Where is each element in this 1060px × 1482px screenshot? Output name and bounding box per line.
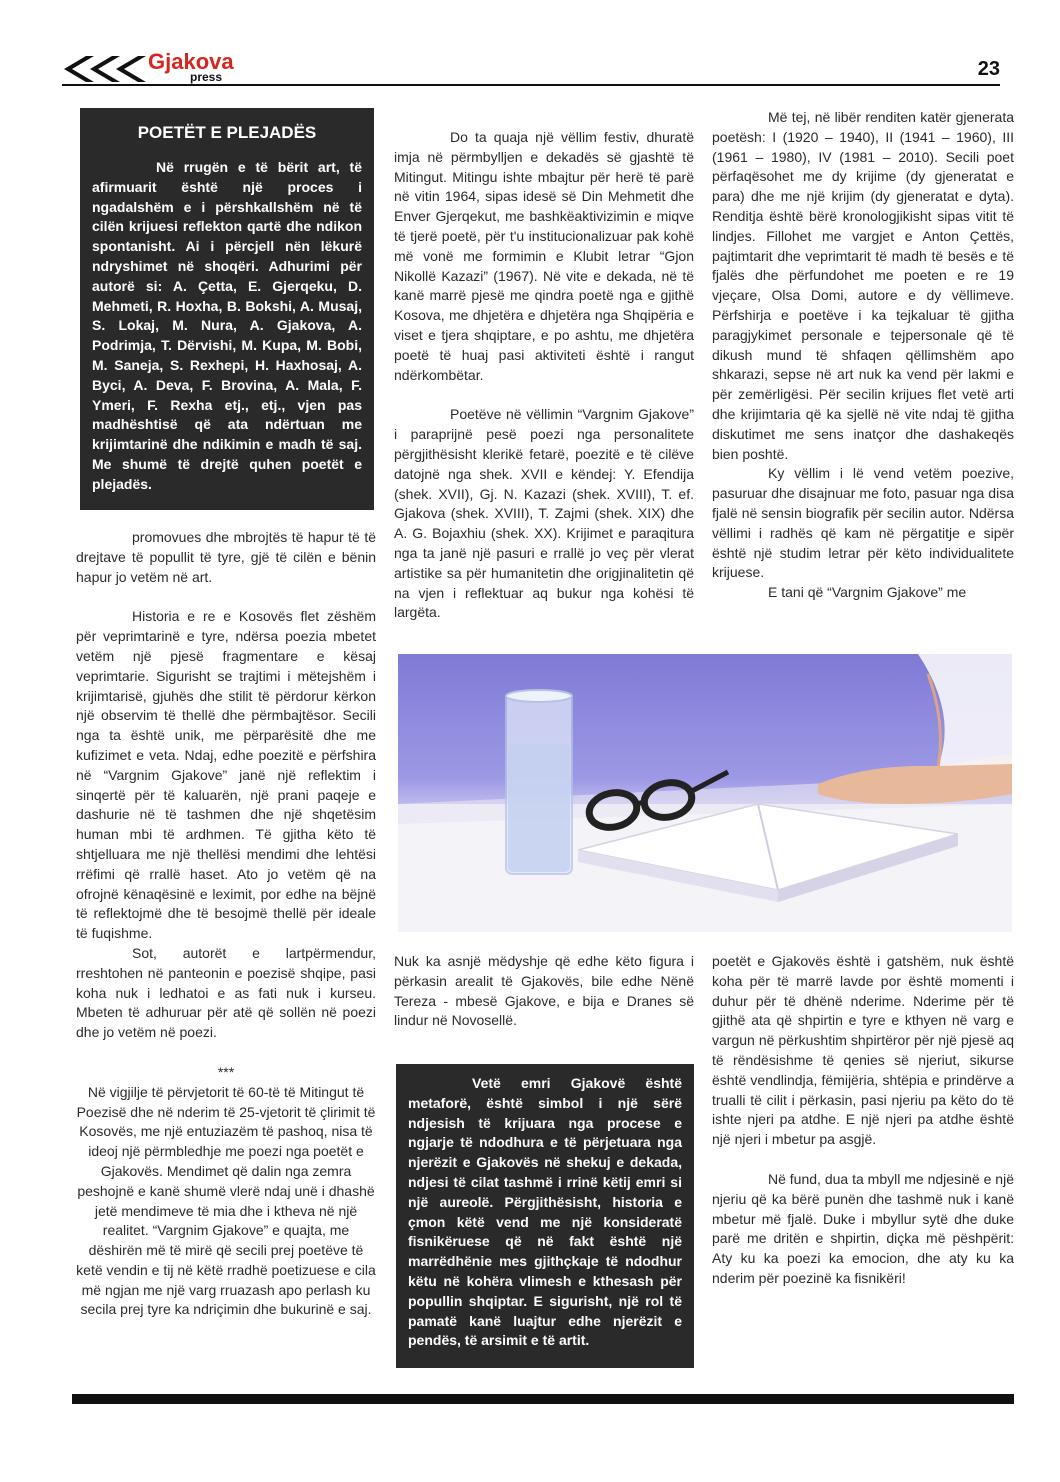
glass-book-glasses-image (398, 654, 1012, 932)
page-number: 23 (977, 58, 1000, 80)
col2-paragraph-2: Poetëve në vëllimin “Vargnim Gjakove” i paraprijnë pesë poezi nga personalitete përgjithësisht klerikë fetarë, poezitë e të cilëve datojnë nga shek. XVII e këndej: Y. Efendija (shek. XVII), Gj. N. Kazazi (shek. XVIII), T. ef. Gjakova (shek. XVIII), T. Zajmi (shek. XIX) dhe A. G. Bojaxhiu (shek. XX). Krijimet e paraqitura nga ta janë një pasuri e rrallë jo veç për vlerat artistike sa për humanitetin dhe origjinalitetin që na vjen i reflektuar aq bukur nga kohësi të largëta. (394, 406, 694, 621)
feature-box-poetet (80, 108, 374, 510)
col3-paragraph-1: Më tej, në libër renditen katër gjenerata poetësh: I (1920 – 1940), II (1941 – 1960), III (1961 – 1980), IV (1981 – 2010). Secili poet përfaqësohet me dy krijime (dy gjeneratat e para) dhe me një krijim (dy gjeneratat e dyta). Renditja është bërë kronologjikisht sipas vitit të lindjes. Fillohet me vargjet e Anton Çettës, pajtimtarit dhe veprimtarit të madh të besës e të fjalës dhe përfundohet me poeten e re 19 vjeçare, Olsa Domi, autore e dy vëllimeve. Përfshirja e poetëve i ka tejkaluar të gjitha paragjykimet personale e tejpersonale që të dikush mund të shfaqen qëllimshëm apo shkarazi, sepse në art nuk ka vend për lakmi e për zemërligësi. Për secilin krijues flet vetë arti dhe krijimtaria që ka sjellë në vite ndaj të gjitha diskutimet me sens inatçor dhe dashakeqës bien poshtë. (712, 109, 1014, 462)
column-2 (394, 128, 694, 623)
masthead (58, 50, 278, 86)
column-3-bottom (712, 952, 1014, 1289)
col1-paragraph-1: promovues dhe mbrojtës të hapur të të drejtave të popullit të tyre, gjë të cilën e bënin hapur jo vetëm në art. (76, 529, 376, 585)
column-3-top (712, 108, 1014, 603)
header-rule (62, 84, 1000, 86)
logo-sub: press (190, 70, 223, 84)
book-photo (398, 654, 1012, 932)
footer-rule (72, 1394, 1014, 1404)
col3-paragraph-2: Ky vëllim i lë vend vetëm poezive, pasuruar dhe disajnuar me foto, pasuar nga disa fjalë në sensin biografik për secilin autor. Ndërsa vëllimi i radhës që kam në përgatitje e sipër është një studim letrar për këto individualitete krijuese. (712, 465, 1014, 581)
box-text: Në rrugën e të bërit art, të afirmuarit është një proces i ngadalshëm e i përshkallshëm në të cilën krijuesi reflekton qartë dhe ndikon spontanisht. Ai i përcjell nën lëkurë ndryshimet në shoqëri. Adhurimi për autorë si: A. Çetta, E. Gjerqeku, D. Mehmeti, R. Hoxha, B. Bokshi, A. Musaj, S. Lokaj, M. Nura, A. Gjakova, A. Podrimja, T. Dërvishi, M. Kupa, M. Bobi, M. Saneja, S. Rexhepi, H. Haxhosaj, A. Byci, A. Deva, F. Brovina, A. Mala, F. Ymeri, F. Rexha etj., etj., vjen pas madhështisë që ata ndërtuan me krijimtarinë dhe ndikimin e madh të saj. Me shumë të drejtë quhen poetët e plejadës. (92, 159, 362, 492)
logo-main: Gjakova (148, 49, 234, 74)
feature-box-gjakova (396, 1064, 694, 1368)
column-1 (76, 528, 376, 1320)
col1-paragraph-2: Historia e re e Kosovës flet zëshëm për veprimtarinë e tyre, ndërsa poezia mbetet vetëm një pjesë fragmentare e kësaj veprimtarie. Sigurisht se trajtimi i mëtejshëm i krijimtarisë, gjuhës dhe stilit të përdorur kërkon një observim të thellë dhe përmbajtësor. Secili nga ta është unik, me përparësitë dhe me kufizimet e veta. Ndaj, edhe poezitë e përfshira në “Vargnim Gjakove” janë një reflektim i sinqertë për të kaluarën, një prani paqeje e dashurie në të tashmen dhe një shqetësim human mbi të ardhmen. Të gjitha këto të shtjelluara me një thellësi mendimi dhe lehtësi rrëfimi që rrallë haset. Ato jo vetëm që na ofrojnë kënaqësinë e leximit, por edhe na bëjnë të reflektojmë dhe të besojmë thellë për ideale të fuqishme. (76, 608, 376, 942)
box-title: POETËT E PLEJADËS (137, 123, 317, 142)
col1-paragraph-4: Në vigjilje të përvjetorit të 60-të të Mitingut të Poezisë dhe në nderim të 25-vjetorit të çlirimit të Kosovës, me një entuziazëm të pashoq, nisa të ideoj një përmbledhje me poezi nga poetët e Gjakovës. Mendimet që dalin nga zemra peshojnë e kanë shumë vlerë ndaj unë i dhashë jetë mendimeve të mia dhe i ktheva në një realitet. “Vargnim Gjakove” e quajta, me dëshirën më të mirë që secili prej poetëve të ketë vendin e tij në këtë rradhë poetizuese e cila më ngjan me një varg rruazash apo perlash ku secila prej tyre ka ndriçimin dhe bukurinë e saj. (76, 1083, 376, 1318)
col3-paragraph-5: Në fund, dua ta mbyll me ndjesinë e një njeriu që ka bërë punën dhe tashmë nuk i kanë mbetur më fjalë. Duke i mbyllur sytë dhe duke parë me dritën e shpirtin, diçka më pëshpërit: Aty ku ka poezi ka emocion, dhe aty ku ka nderim për poezinë ka fisnikëri! (712, 1170, 1014, 1286)
col2-paragraph-1: Do ta quaja një vëllim festiv, dhuratë imja në përmbylljen e dekadës së gjashtë të Mitingut. Mitingu ishte mbajtur për herë të parë në vitin 1964, sipas idesë së Din Mehmetit dhe Enver Gjerqekut, me bashkëaktivizimin e miqve të tjerë poetë, për t'u institucionalizuar pak kohë më vonë me formimin e Klubit letrar “Gjon Nikollë Kazazi” (1967). Në vite e dekada, në të kanë marrë pjesë me qindra poetë nga e gjithë Kosova, me dhjetëra e dhjetëra nga Shqipëria e viset e tjera shqiptare, e po ashtu, me dhjetëra poetë të huaj pasi aktiviteti është i rangut ndërkombëtar. (394, 129, 694, 383)
separator: *** (217, 1063, 235, 1080)
box2-text: Vetë emri Gjakovë është metaforë, është simbol i një sërë ndjesish të krijuara nga procese e ngjarje të ndodhura e të përjetuara nga njerëzit e Gjakovës në shekuj e dekada, ndjesi të cilat tashmë i rrinë këtij emri si një aureolë. Përgjithësisht, historia e çmon këtë vend me një konsideratë fisnikëruese që në fakt është një marrëdhënie mes gjithçkaje të ndodhur këtu në kohëra vlimesh e kthesash për popullin shqiptar. E sigurisht, një rol të pamatë kanë luajtur edhe njerëzit e pendës, të arsimit e të artit. (408, 1075, 682, 1349)
chevron-arrows-icon (58, 54, 146, 84)
column-2-bottom (394, 952, 694, 1031)
col3-paragraph-3: E tani që “Vargnim Gjakove” me (768, 584, 967, 601)
col1-paragraph-3: Sot, autorët e lartpërmendur, rreshtohen në panteonin e poezisë shqipe, pasi koha nuk i ledhatoi e as fati nuk i kurseu. Mbeten të adhuruar për atë që sollën në poezi dhe jo vetëm në poezi. (76, 944, 376, 1041)
col3-paragraph-4: poetët e Gjakovës është i gatshëm, nuk është koha për të marrë lavde por është momenti i duhur për të dhënë nderime. Nderime për të gjithë ata që shpirtin e tyre e kthyen në varg e vargun në përkushtim shpirtëror për një pjesë aq të rëndësishme të qenies së njeriut, sikurse është vendlindja, fëmijëria, shtëpia e prindërve a trualli të cilit i përkasin, pasi njeriu pa këto do të ishte njeri pa atdhe. E një njeri pa atdhe është një njeri i mbetur pa asgjë. (712, 953, 1014, 1148)
col2-paragraph-3: Nuk ka asnjë mëdyshje që edhe këto figura i përkasin arealit të Gjakovës, bile edhe Nënë Tereza - mbesë Gjakove, e bija e Dranes së lindur në Novosellë. (394, 953, 694, 1029)
